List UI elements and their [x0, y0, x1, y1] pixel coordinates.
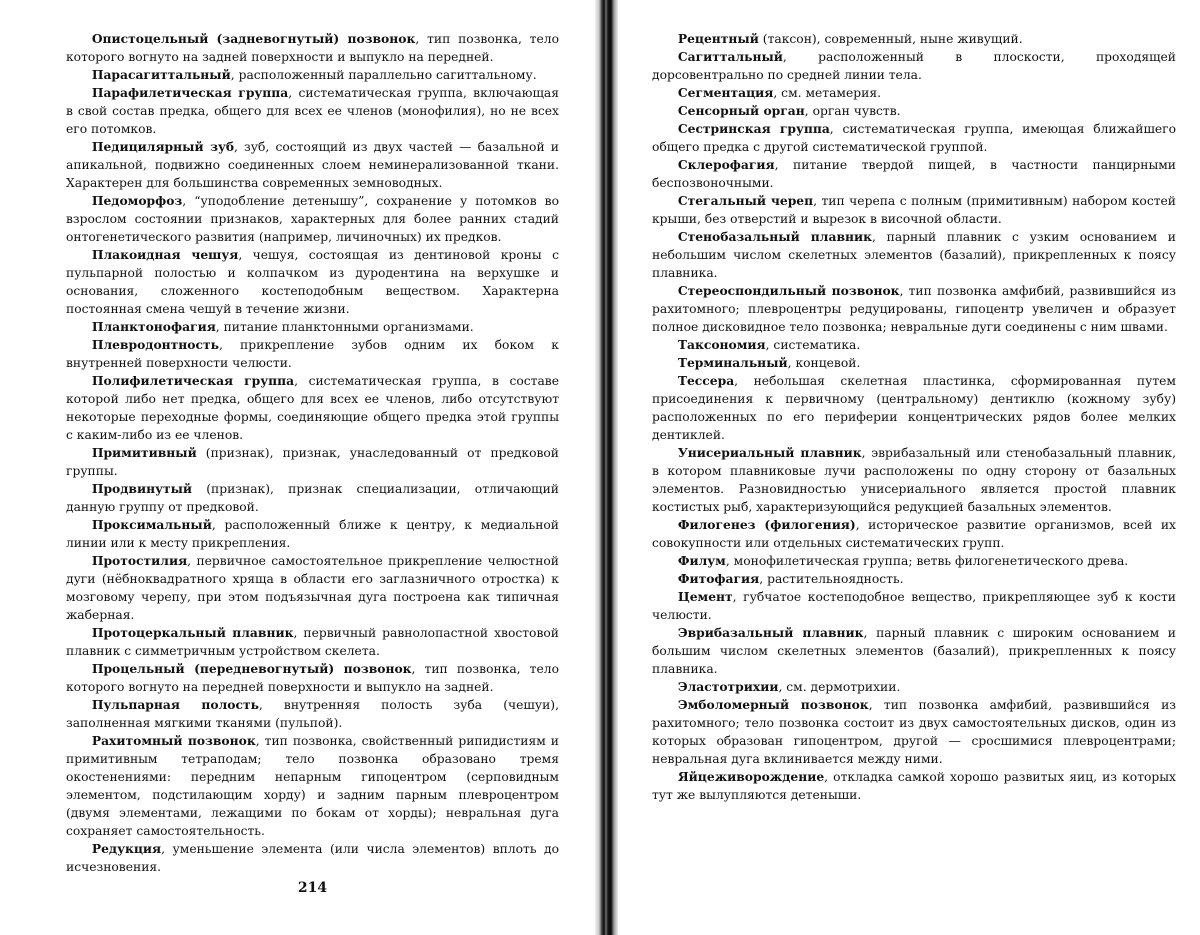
- glossary-term: Проксимальный: [92, 517, 212, 532]
- glossary-entry: [652, 372, 1176, 444]
- glossary-definition: (признак), признак, унаследованный от предковой группы.: [66, 446, 559, 478]
- glossary-term: Филум: [678, 553, 726, 568]
- glossary-term: Цемент: [678, 589, 733, 604]
- glossary-definition: , расположенный ближе к центру, к медиальной линии или к месту прикрепления.: [66, 518, 559, 550]
- glossary-entry: [652, 354, 1176, 372]
- glossary-definition: , тип позвонка, свойственный рипидистиям и примитивным тетраподам; тело позвонка образовано тремя окостенениями: передним непарным гипоцентром (серповидным элементом, подстилающим хорду) и задним парным плевроцентром (двумя элементами, лежащими по бокам от хорды); невральная дуга сохраняет самостоятельность.: [66, 734, 559, 838]
- glossary-entry: [652, 444, 1176, 516]
- glossary-term: Филогенез (филогения): [678, 517, 856, 532]
- glossary-term: Стереоспондильный позвонок: [678, 283, 900, 298]
- glossary-entry: [652, 570, 1176, 588]
- glossary-entry: [652, 120, 1176, 156]
- glossary-term: Педоморфоз: [92, 193, 182, 208]
- glossary-definition: , “уподобление детенышу”, сохранение у потомков во взрослом состоянии признаков, характерных для более ранних стадий онтогенетического развития (например, личиночных) их предков.: [66, 194, 559, 244]
- glossary-entry: [66, 246, 559, 318]
- page-number: 214: [0, 880, 595, 896]
- glossary-entry: [652, 696, 1176, 768]
- glossary-definition: (признак), признак специализации, отличающий данную группу от предковой.: [66, 482, 559, 514]
- glossary-definition: , систематическая группа, включающая в свой состав предка, общего для всех ее членов (монофилия), но не всех его потомков.: [66, 86, 559, 136]
- glossary-entry: [66, 372, 559, 444]
- glossary-term: Сестринская группа: [678, 121, 830, 136]
- glossary-entry: [66, 480, 559, 516]
- glossary-term: Сенсорный орган: [678, 103, 805, 118]
- glossary-definition: , систематическая группа, в составе которой либо нет предка, общего для всех ее членов, либо отсутствуют некоторые переходные формы, соединяющие общего предка этой группы с каким-либо из ее членов.: [66, 374, 559, 442]
- glossary-definition: , губчатое костеподобное вещество, прикрепляющее зуб к кости челюсти.: [652, 590, 1176, 622]
- glossary-term: Сагиттальный: [678, 49, 783, 64]
- glossary-term: Эмболомерный позвонок: [678, 697, 869, 712]
- glossary-entry: [66, 138, 559, 192]
- glossary-term: Эластотрихии: [678, 679, 779, 694]
- glossary-term: Примитивный: [92, 445, 197, 460]
- glossary-definition: , см. метамерия.: [773, 86, 881, 100]
- glossary-entry: [652, 336, 1176, 354]
- glossary-entry: [652, 48, 1176, 84]
- glossary-term: Протоцеркальный плавник: [92, 625, 294, 640]
- glossary-entry: [66, 516, 559, 552]
- glossary-definition: , систематика.: [766, 338, 861, 352]
- glossary-entry: [652, 84, 1176, 102]
- glossary-definition: , парный плавник с широким основанием и большим числом скелетных элементов (базалий), прикрепленных к поясу плавника.: [652, 626, 1176, 676]
- glossary-term: Фитофагия: [678, 571, 759, 586]
- glossary-entry: [66, 732, 559, 840]
- glossary-definition: , тип позвонка амфибий, развившийся из рахитомного; плевроцентры редуцированы, гипоцентр увеличен и образует полное дисковидное тело позвонка; невральные дуги соединены с ним швами.: [652, 284, 1176, 334]
- glossary-entry: [66, 66, 559, 84]
- glossary-entry: [652, 102, 1176, 120]
- glossary-term: Эврибазальный плавник: [678, 625, 864, 640]
- glossary-definition: , откладка самкой хорошо развитых яиц, из которых тут же вылупляются детеныши.: [652, 770, 1176, 802]
- glossary-definition: , чешуя, состоящая из дентиновой кроны с пульпарной полостью и колпачком из дуродентина на верхушке и основания, сложенного костеподобным веществом. Характерна постоянная смена чешуй в течение жизни.: [66, 248, 559, 316]
- glossary-entry: [652, 516, 1176, 552]
- glossary-term: Рахитомный позвонок: [92, 733, 256, 748]
- glossary-term: Рецентный: [678, 31, 759, 46]
- glossary-definition: , см. дермотрихии.: [778, 680, 900, 694]
- glossary-term: Сегментация: [678, 85, 774, 100]
- glossary-definition: (таксон), современный, ныне живущий.: [759, 32, 1023, 46]
- glossary-definition: , прикрепление зубов одним их боком к внутренней поверхности челюсти.: [66, 338, 559, 370]
- glossary-definition: , первичный равнолопастной хвостовой плавник с симметричным устройством скелета.: [66, 626, 559, 658]
- glossary-entry: [652, 552, 1176, 570]
- glossary-entry: [66, 318, 559, 336]
- glossary-term: Продвинутый: [92, 481, 192, 496]
- book-spine: [595, 0, 618, 935]
- glossary-entry: [652, 624, 1176, 678]
- glossary-definition: , расположенный параллельно сагиттальному.: [231, 68, 537, 82]
- glossary-definition: , историческое развитие организмов, всей их совокупности или отдельных систематических групп.: [652, 518, 1176, 550]
- glossary-entry: [66, 696, 559, 732]
- glossary-entry: [66, 444, 559, 480]
- glossary-term: Педицилярный зуб: [92, 139, 234, 154]
- glossary-entry: [652, 768, 1176, 804]
- glossary-entry: [652, 282, 1176, 336]
- glossary-definition: , тип позвонка амфибий, развившийся из рахитомного; тело позвонка состоит из двух самостоятельных дисков, один из которых образован гипоцентром, другой — сросшимися плевроцентрами; невральная дуга вклинивается между ними.: [652, 698, 1176, 766]
- right-page: [618, 0, 1200, 935]
- glossary-term: Яйцеживорождение: [678, 769, 824, 784]
- glossary-term: Протостилия: [92, 553, 187, 568]
- glossary-definition: , тип черепа с полным (примитивным) набором костей крыши, без отверстий и вырезок в височной области.: [652, 194, 1176, 226]
- glossary-definition: , расположенный в плоскости, проходящей дорсовентрально по средней линии тела.: [652, 50, 1176, 82]
- glossary-definition: , тип позвонка, тело которого вогнуто на задней поверхности и выпукло на передней.: [66, 32, 559, 64]
- glossary-entry: [652, 156, 1176, 192]
- glossary-term: Унисериальный плавник: [678, 445, 862, 460]
- glossary-entry: [66, 84, 559, 138]
- glossary-term: Плевродонтность: [92, 337, 219, 352]
- glossary-term: Планктонофагия: [92, 319, 216, 334]
- glossary-definition: , концевой.: [788, 356, 861, 370]
- glossary-term: Стегальный череп: [678, 193, 813, 208]
- glossary-entry: [652, 192, 1176, 228]
- glossary-definition: , эврибазальный или стенобазальный плавник, в котором плавниковые лучи расположены по одну сторону от базальных элементов. Разновидностью унисериального является простой плавник костистых рыб, характеризующийся редукцией базальных элементов.: [652, 446, 1176, 514]
- glossary-term: Парасагиттальный: [92, 67, 231, 82]
- glossary-term: Тессера: [678, 373, 734, 388]
- glossary-definition: , систематическая группа, имеющая ближайшего общего предка с другой систематической группой.: [652, 122, 1176, 154]
- glossary-term: Таксономия: [678, 337, 766, 352]
- glossary-definition: , питание планктонными организмами.: [216, 320, 474, 334]
- glossary-definition: , растительноядность.: [759, 572, 903, 586]
- glossary-term: Опистоцельный (задневогнутый) позвонок: [92, 31, 416, 46]
- glossary-definition: , зуб, состоящий из двух частей — базальной и апикальной, подвижно соединенных слоем неминерализованной ткани. Характерен для большинства современных земноводных.: [66, 140, 559, 190]
- glossary-term: Процельный (передневогнутый) позвонок: [92, 661, 412, 676]
- glossary-definition: , уменьшение элемента (или числа элементов) вплоть до исчезновения.: [66, 842, 559, 874]
- glossary-term: Пульпарная полость: [92, 697, 259, 712]
- glossary-definition: , тип позвонка, тело которого вогнуто на передней поверхности и выпукло на задней.: [66, 662, 559, 694]
- glossary-entry: [66, 552, 559, 624]
- glossary-term: Стенобазальный плавник: [678, 229, 872, 244]
- glossary-entry: [66, 192, 559, 246]
- glossary-entry: [66, 840, 559, 876]
- glossary-entry: [652, 30, 1176, 48]
- glossary-entry: [66, 660, 559, 696]
- glossary-definition: , орган чувств.: [805, 104, 901, 118]
- glossary-definition: , небольшая скелетная пластинка, сформированная путем присоединения к первичному (центральному) дентиклю (кожному зубу) расположенных по его периферии концентрических рядов более мелких дентиклей.: [652, 374, 1176, 442]
- glossary-entry: [652, 588, 1176, 624]
- left-page: [0, 0, 595, 935]
- glossary-definition: , монофилетическая группа; ветвь филогенетического древа.: [726, 554, 1128, 568]
- glossary-definition: , внутренняя полость зуба (чешуи), заполненная мягкими тканями (пульпой).: [66, 698, 559, 730]
- glossary-term: Склерофагия: [678, 157, 775, 172]
- glossary-definition: , питание твердой пищей, в частности панцирными беспозвоночными.: [652, 158, 1176, 190]
- glossary-definition: , парный плавник с узким основанием и небольшим числом скелетных элементов (базалий), прикрепленных к поясу плавника.: [652, 230, 1176, 280]
- glossary-term: Терминальный: [678, 355, 788, 370]
- glossary-term: Редукция: [92, 841, 161, 856]
- glossary-term: Плакоидная чешуя: [92, 247, 238, 262]
- glossary-term: Парафилетическая группа: [92, 85, 288, 100]
- glossary-entry: [66, 624, 559, 660]
- glossary-entry: [66, 30, 559, 66]
- glossary-definition: , первичное самостоятельное прикрепление челюстной дуги (нёбноквадратного хряща в области его заглазничного отростка) к мозговому черепу, при этом подъязычная дуга построена как типичная жаберная.: [66, 554, 559, 622]
- glossary-entry: [652, 228, 1176, 282]
- glossary-entry: [652, 678, 1176, 696]
- glossary-term: Полифилетическая группа: [92, 373, 294, 388]
- glossary-entry: [66, 336, 559, 372]
